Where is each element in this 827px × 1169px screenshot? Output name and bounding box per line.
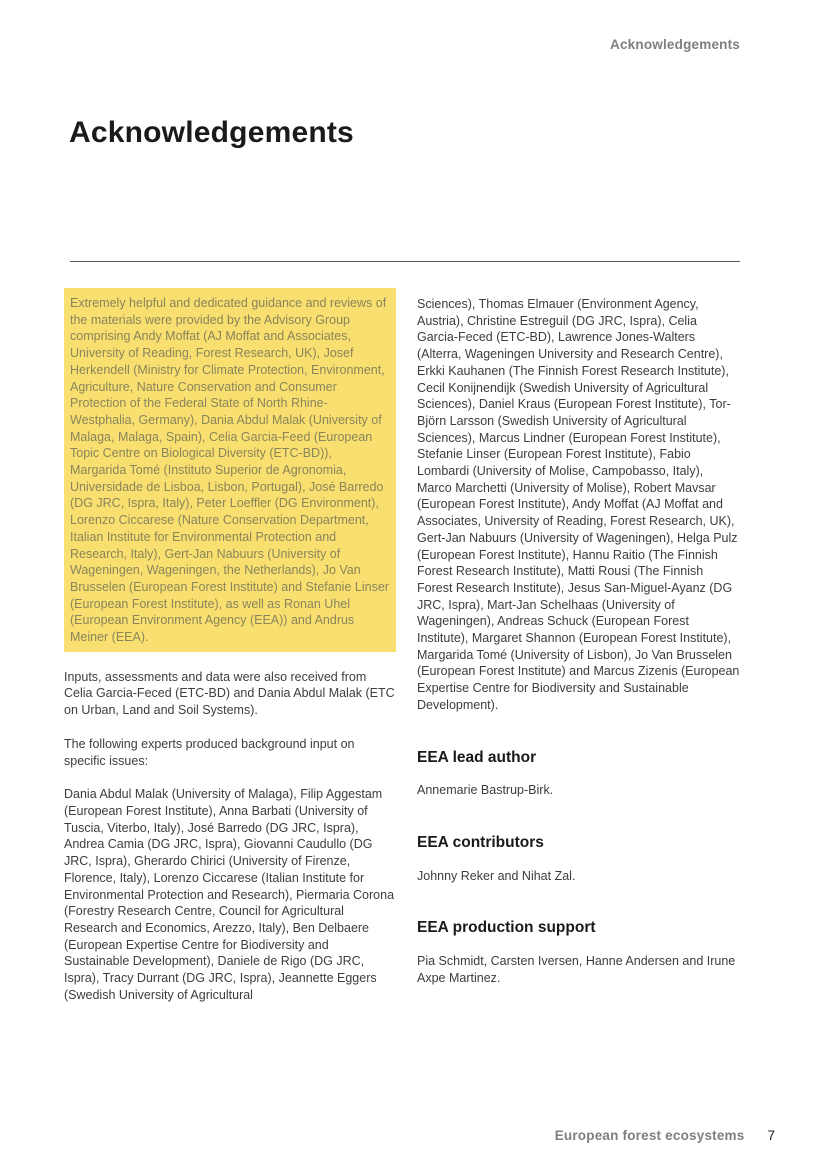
left-column: [64, 288, 396, 1003]
eea-lead-author-names: Annemarie Bastrup-Birk.: [417, 783, 554, 798]
experts-list-paragraph-left: Dania Abdul Malak (University of Malaga), Filip Aggestam (European Forest Institute), Anna Barbati (University of Tuscia, Viterbo, Italy), José Barredo (DG JRC, Ispra), Andrea Camia (DG JRC, Ispra), Giovanni Caudullo (DG JRC, Ispra), Gherardo Chirici (University of Firenze, Florence, Italy), Lorenzo Ciccarese (Italian Institute for Environmental Protection and Research), Piermaria Corona (Forestry Research Centre, Council for Agricultural Research and Economics, Arezzo, Italy), Ben Delbaere (European Expertise Centre for Biodiversity and Sustainable Development), Daniele de Rigo (DG JRC, Ispra), Tracy Durrant (DG JRC, Ispra), Jeannette Eggers (Swedish University of Agricultural: [64, 787, 395, 1002]
advisory-group-highlight-box: Extremely helpful and dedicated guidance and reviews of the materials were provided by the Advisory Group comprising Andy Moffat (AJ Moffat and Associates, University of Reading, Forest Research, UK), Josef Herkendell (Ministry for Climate Protection, Environment, Agriculture, Nature Conservation and Consumer Protection of the Federal State of North Rhine-Westphalia, Germany), Dania Abdul Malak (University of Malaga, Malaga, Spain), Celia Garcia-Feed (European Topic Centre on Biological Diversity (ETC-BD)), Margarida Tomé (Instituto Superior de Agronomia, Universidade de Lisboa, Lisbon, Portugal), José Barredo (DG JRC, Ispra, Italy), Peter Loeffler (DG Environment), Lorenzo Ciccarese (Nature Conservation Department, Italian Institute for Environmental Protection and Research, Italy), Gert-Jan Nabuurs (University of Wageningen, Wageningen, the Netherlands), Jo Van Brusselen (European Forest Institute) and Stefanie Linser (European Forest Institute), as well as Ronan Uhel (European Environment Agency (EEA)) and Andrus Meiner (EEA).: [64, 288, 396, 652]
footer-book-title: European forest ecosystems: [554, 1128, 745, 1143]
experts-list-paragraph-right: Sciences), Thomas Elmauer (Environment Agency, Austria), Christine Estreguil (DG JRC, Ispra), Celia Garcia-Feced (ETC-BD), Lawrence Jones-Walters (Alterra, Wageningen University and Research Centre), Erkki Kauhanen (The Finnish Forest Research Institute), Cecil Konijnendijk (Swedish University of Agricultural Sciences), Daniel Kraus (European Forest Institute), Tor-Björn Larsson (Swedish University of Agricultural Sciences), Marcus Lindner (European Forest Institute), Stefanie Linser (European Forest Institute), Fabio Lombardi (University of Molise, Campobasso, Italy), Marco Marchetti (University of Molise), Robert Mavsar (European Forest Institute), Andy Moffat (AJ Moffat and Associates, University of Reading, Forest Research, UK), Gert-Jan Nabuurs (University of Wageningen), Helga Pulz (European Forest Institute), Hannu Raitio (The Finnish Forest Research Institute), Matti Rousi (The Finnish Forest Research Institute), Jesus San-Miguel-Ayanz (DG JRC, Ispra), Mart-Jan Schelhaas (University of Wageningen), Andreas Schuck (European Forest Institute), Margaret Shannon (European Forest Institute), Margarida Tomé (University of Lisbon), Jo Van Brusselen (European Forest Institute) and Marcus Zizenis (European Expertise Centre for Biodiversity and Sustainable Development).: [417, 297, 740, 712]
running-header: Acknowledgements: [610, 37, 740, 52]
experts-intro-paragraph: The following experts produced background input on specific issues:: [64, 736, 355, 768]
eea-production-support-names: Pia Schmidt, Carsten Iversen, Hanne Andersen and Irune Axpe Martinez.: [417, 954, 736, 985]
eea-production-support-heading: EEA production support: [417, 919, 596, 937]
section-divider-rule: [70, 261, 740, 262]
inputs-received-paragraph: Inputs, assessments and data were also received from Celia Garcia-Feced (ETC-BD) and Dania Abdul Malak (ETC on Urban, Land and Soil Systems).: [64, 669, 395, 718]
two-column-body: [64, 288, 740, 1003]
page-number: 7: [767, 1128, 775, 1143]
right-column: [417, 288, 740, 1003]
page-title: Acknowledgements: [69, 116, 354, 149]
eea-lead-author-heading: EEA lead author: [417, 748, 537, 766]
page-footer: [555, 1128, 775, 1143]
eea-contributors-heading: EEA contributors: [417, 833, 544, 851]
eea-contributors-names: Johnny Reker and Nihat Zal.: [417, 868, 576, 883]
